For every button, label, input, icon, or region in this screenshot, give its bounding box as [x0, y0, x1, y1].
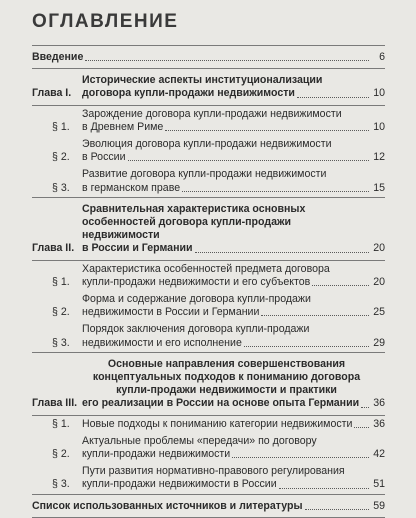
entry-line: купли-продажи недвижимости и практики: [116, 384, 337, 397]
entry-line: в Древнем Риме: [82, 120, 164, 133]
entry-line: Развитие договора купли-продажи недвижимости: [82, 168, 327, 181]
toc-entry-intro[interactable]: [32, 46, 385, 68]
chapter-label: Глава III.: [32, 397, 78, 410]
toc-entry-chapter-2[interactable]: [32, 198, 385, 260]
section-label: § 3.: [52, 336, 70, 349]
entry-line: Зарождение договора купли-продажи недвижимости: [82, 107, 342, 120]
page-number: 59: [373, 499, 385, 512]
leader-dots: [354, 427, 369, 428]
leader-dots: [312, 285, 369, 286]
leader-dots: [261, 315, 369, 316]
leader-dots: [297, 97, 369, 98]
toc-entry-section-3-3[interactable]: [32, 463, 385, 493]
entry-line: Пути развития нормативно-правового регулирования: [82, 465, 345, 478]
page-number: 15: [373, 181, 385, 194]
table-of-contents: [32, 45, 385, 518]
page-number: 12: [373, 151, 385, 164]
toc-entry-section-2-1[interactable]: [32, 261, 385, 291]
leader-dots: [361, 407, 369, 408]
section-label: § 1.: [52, 120, 70, 133]
entry-line: Характеристика особенностей предмета договора: [82, 262, 330, 275]
leader-dots: [232, 457, 369, 458]
leader-dots: [128, 160, 370, 161]
entry-line: Форма и содержание договора купли-продажи: [82, 293, 311, 306]
entry-line: концептуальных подходов к пониманию договора: [92, 371, 361, 384]
leader-dots: [244, 346, 369, 347]
chapter-label: Глава I.: [32, 87, 72, 100]
entry-text: Введение: [32, 51, 84, 63]
section-label: § 1.: [52, 417, 70, 430]
toc-entry-chapter-3[interactable]: [32, 353, 385, 415]
page-number: 20: [373, 242, 385, 255]
toc-entry-chapter-1[interactable]: [32, 69, 385, 104]
entry-line: Основные направления совершенствования: [107, 357, 346, 370]
page-number: 51: [373, 478, 385, 491]
page-number: 25: [373, 306, 385, 319]
page-number: 6: [379, 51, 385, 63]
page-title: ОГЛАВЛЕНИЕ: [32, 11, 179, 32]
section-label: § 2.: [52, 448, 70, 461]
entry-line: в России: [82, 151, 126, 164]
entry-line: Новые подходы к пониманию категории недвижимости: [82, 417, 353, 430]
entry-line: купли-продажи недвижимости: [82, 448, 231, 461]
page-number: 29: [373, 336, 385, 349]
entry-line: купли-продажи недвижимости в России: [82, 478, 277, 491]
leader-dots: [85, 60, 369, 61]
page-number: 20: [373, 275, 385, 288]
section-label: § 3.: [52, 478, 70, 491]
toc-entry-section-2-2[interactable]: [32, 291, 385, 321]
entry-line: Порядок заключения договора купли-продажи: [82, 323, 310, 336]
toc-entry-section-1-3[interactable]: [32, 166, 385, 196]
toc-entry-section-3-1[interactable]: [32, 416, 385, 433]
leader-dots: [165, 130, 369, 131]
leader-dots: [182, 191, 369, 192]
entry-line: Исторические аспекты институционализации: [82, 74, 323, 87]
entry-line: особенностей договора купли-продажи недвижимости: [82, 216, 291, 242]
entry-line: Сравнительная характеристика основных: [82, 202, 306, 215]
entry-text: Список использованных источников и литературы: [32, 499, 303, 512]
entry-line: недвижимости и его исполнение: [82, 336, 242, 349]
entry-line: Эволюция договора купли-продажи недвижимости: [82, 138, 332, 151]
leader-dots: [305, 509, 369, 510]
page-number: 36: [373, 397, 385, 410]
section-label: § 1.: [52, 275, 70, 288]
chapter-label: Глава II.: [32, 242, 75, 255]
toc-entry-section-2-3[interactable]: [32, 321, 385, 351]
entry-line: купли-продажи недвижимости и его субъектов: [82, 275, 311, 288]
section-label: § 2.: [52, 151, 70, 164]
entry-line: Актуальные проблемы «передачи» по договору: [82, 434, 317, 447]
entry-line: в германском праве: [82, 181, 181, 194]
section-label: § 3.: [52, 181, 70, 194]
entry-line: недвижимости в России и Германии: [82, 306, 260, 319]
toc-entry-section-1-2[interactable]: [32, 136, 385, 166]
page-number: 42: [373, 448, 385, 461]
toc-entry-section-1-1[interactable]: [32, 106, 385, 136]
toc-entry-references[interactable]: [32, 495, 385, 517]
page-number: 10: [373, 87, 385, 100]
entry-line: в России и Германии: [82, 242, 193, 255]
leader-dots: [195, 252, 370, 253]
page-number: 36: [373, 417, 385, 430]
section-label: § 2.: [52, 306, 70, 319]
entry-line: договора купли-продажи недвижимости: [82, 87, 295, 100]
entry-line: его реализации в России на основе опыта Германии: [82, 397, 360, 410]
toc-entry-section-3-2[interactable]: [32, 433, 385, 463]
page-number: 10: [373, 120, 385, 133]
